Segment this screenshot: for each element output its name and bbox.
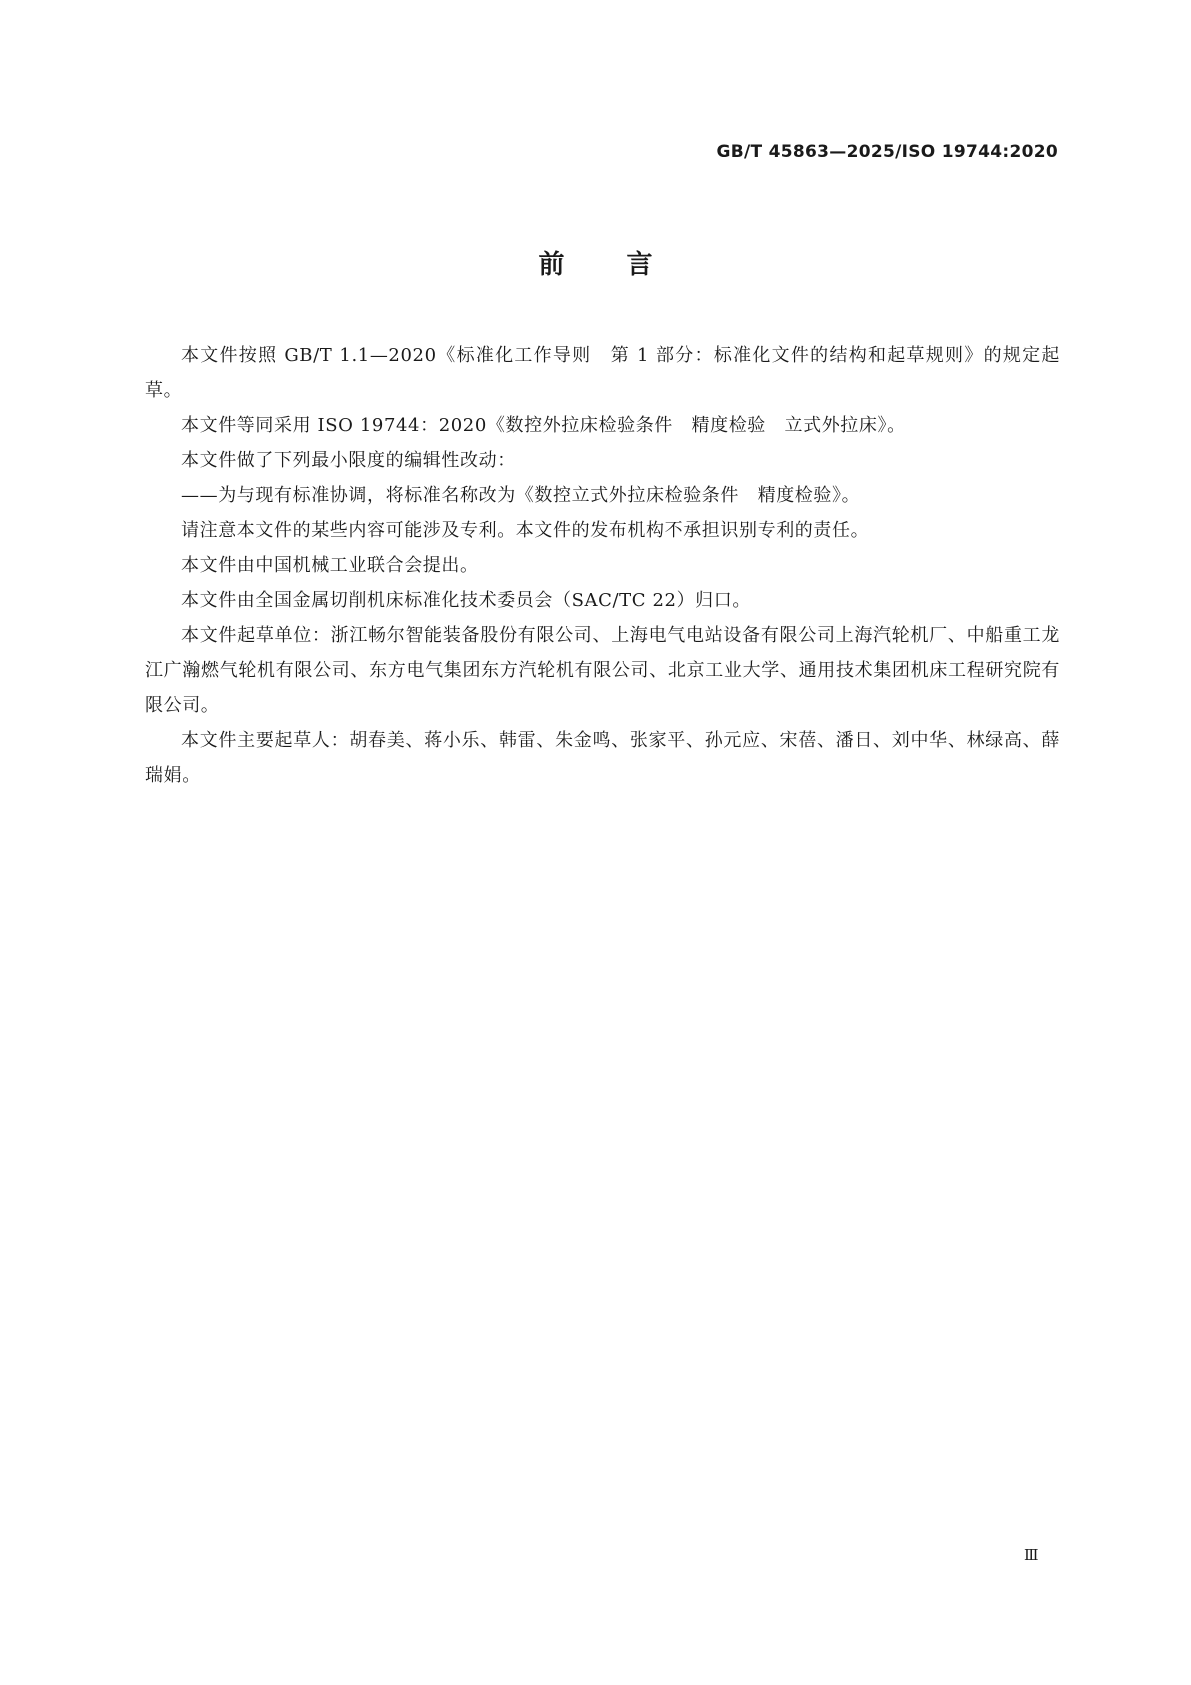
page-title [0,244,1191,281]
paragraph: 本文件由全国金属切削机床标准化技术委员会（SAC/TC 22）归口。 [181,590,751,611]
page-number: Ⅲ [1024,1546,1039,1564]
paragraph: 本文件等同采用 ISO 19744：2020《数控外拉床检验条件 精度检验 立式外拉床》。 [181,415,906,436]
paragraph: 本文件由中国机械工业联合会提出。 [181,555,479,576]
title-char-1: 前 [538,250,565,280]
paragraph: ——为与现有标准协调，将标准名称改为《数控立式外拉床检验条件 精度检验》。 [181,485,861,506]
paragraph: 本文件做了下列最小限度的编辑性改动： [181,450,516,471]
paragraph: 请注意本文件的某些内容可能涉及专利。本文件的发布机构不承担识别专利的责任。 [181,520,870,541]
standard-number: GB/T 45863—2025/ISO 19744:2020 [716,142,1058,162]
foreword-body [145,338,1060,793]
paragraph: 本文件主要起草人：胡春美、蒋小乐、韩雷、朱金鸣、张家平、孙元应、宋蓓、潘日、刘中华、林绿高、薛瑞娟。 [145,730,1060,786]
paragraph: 本文件起草单位：浙江畅尔智能装备股份有限公司、上海电气电站设备有限公司上海汽轮机厂、中船重工龙江广瀚燃气轮机有限公司、东方电气集团东方汽轮机有限公司、北京工业大学、通用技术集团机床工程研究院有限公司。 [145,625,1060,716]
title-char-2: 言 [626,250,653,280]
paragraph: 本文件按照 GB/T 1.1—2020《标准化工作导则 第 1 部分：标准化文件的结构和起草规则》的规定起草。 [145,345,1060,401]
